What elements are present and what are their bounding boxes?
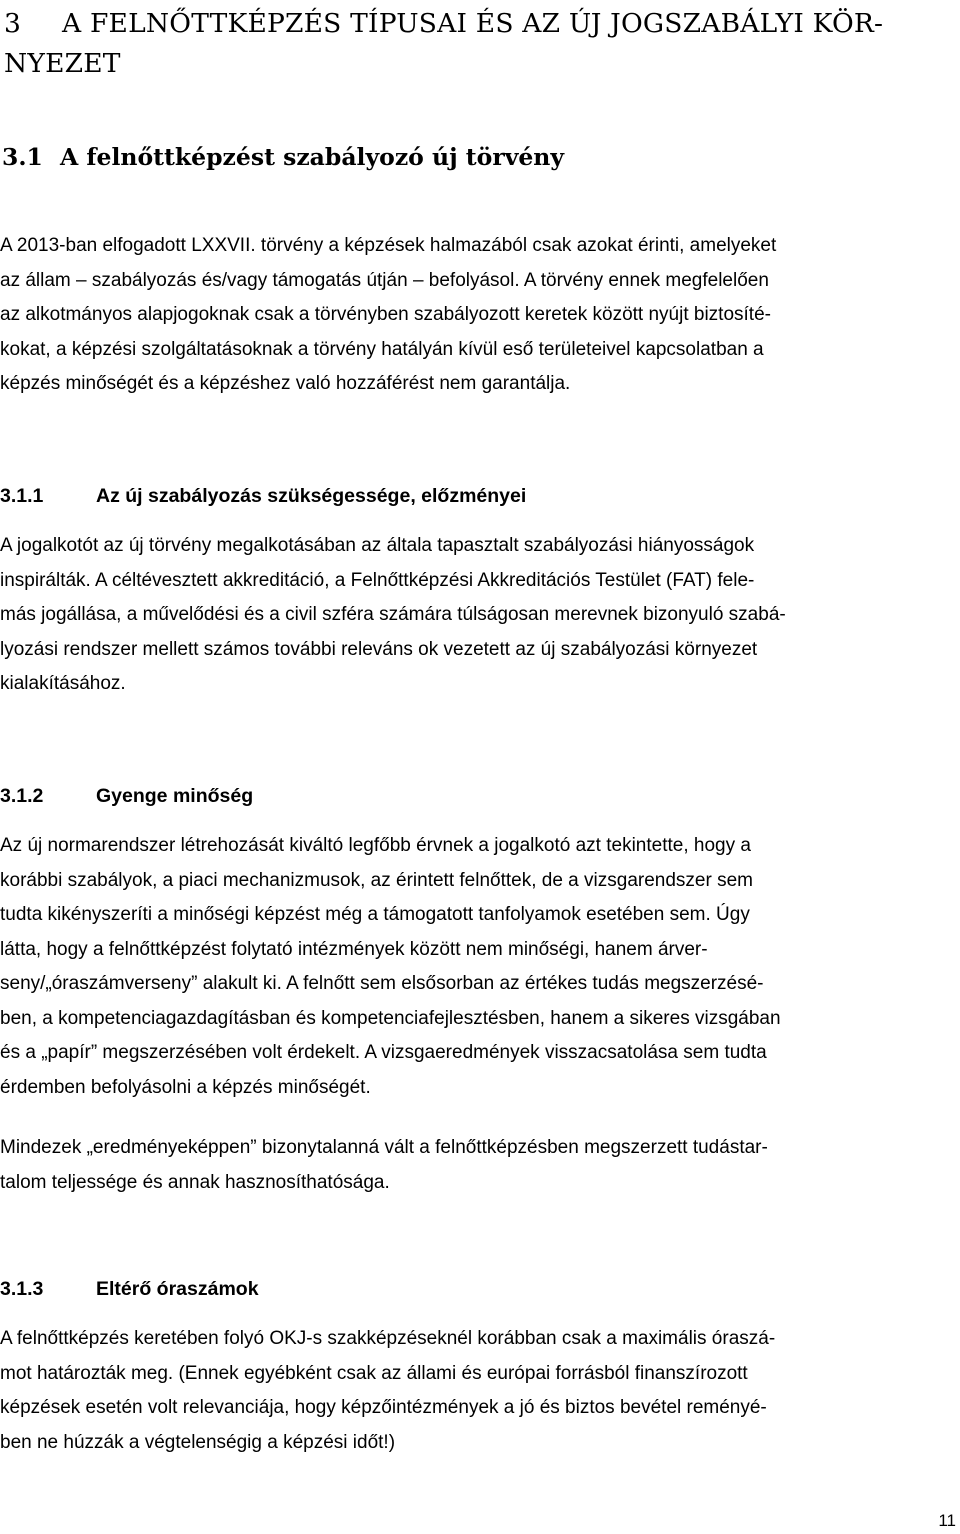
subsection-heading-3-1-3 — [0, 1274, 940, 1304]
section-number: 3.1 — [2, 143, 43, 171]
paragraph-line: korábbi szabályok, a piaci mechanizmusok, az érintett felnőttek, de a vizsgarendszer sem — [0, 869, 753, 891]
intro-paragraph — [0, 229, 960, 402]
chapter-title-part-1: A FELNŐTTKÉPZÉS TÍPUSAI ÉS AZ ÚJ JOGSZABÁLYI KÖR- — [62, 8, 884, 39]
paragraph-line: az állam – szabályozás és/vagy támogatás útján – befolyásol. A törvény ennek megfelelően — [0, 269, 769, 291]
paragraph-line: képzés minőségét és a képzéshez való hozzáférést nem garantálja. — [0, 373, 571, 394]
paragraph-line: lyozási rendszer mellett számos további releváns ok vezetett az új szabályozási környezet — [0, 638, 758, 660]
chapter-number: 3 — [4, 8, 22, 39]
chapter-title-part-2: NYEZET — [4, 48, 121, 79]
paragraph-line: talom teljessége és annak hasznosíthatósága. — [0, 1171, 390, 1193]
paragraph-line: mot határozták meg. (Ennek egyébként csak az állami és európai forrásból finanszírozott — [0, 1362, 748, 1384]
paragraph-line: kokat, a képzési szolgáltatásoknak a törvény hatályán kívül eső területeivel kapcsolatban a — [0, 338, 764, 360]
paragraph-3-1-1 — [0, 529, 960, 702]
paragraph-line: kialakításához. — [0, 673, 126, 694]
paragraph-line: A jogalkotót az új törvény megalkotásában az általa tapasztalt szabályozási hiányosságok — [0, 535, 755, 556]
paragraph-line: és a „papír” megszerzésében volt érdekelt. A vizsgaeredmények visszacsatolása sem tudta — [0, 1042, 767, 1063]
subsection-heading-3-1-2 — [0, 781, 940, 811]
paragraph-line: A 2013-ban elfogadott LXXVII. törvény a képzések halmazából csak azokat érinti, amelyeket — [0, 235, 777, 256]
section-title: A felnőttképzést szabályozó új törvény — [60, 143, 565, 171]
paragraph-line: tudta kikényszeríti a minőségi képzést még a támogatott tanfolyamok esetében sem. Úgy — [0, 904, 750, 925]
subsection-number: 3.1.1 — [0, 485, 44, 507]
subsection-number: 3.1.3 — [0, 1278, 44, 1300]
subsection-title: Eltérő óraszámok — [96, 1278, 259, 1300]
chapter-heading-line-1 — [4, 4, 956, 44]
paragraph-line: más jogállása, a művelődési és a civil szféra számára túlságosan merevnek bizonyuló szabá- — [0, 604, 786, 625]
page-number: 11 — [938, 1511, 956, 1530]
paragraph-line: ben ne húzzák a végtelenségig a képzési időt!) — [0, 1431, 396, 1453]
paragraph-line: Az új normarendszer létrehozását kiváltó legfőbb érvnek a jogalkotó azt tekintette, hogy a — [0, 835, 751, 856]
paragraph-line: seny/„óraszámverseny” alakult ki. A felnőtt sem elsősorban az értékes tudás megszerzésé- — [0, 973, 764, 994]
paragraph-line: Mindezek „eredményeképpen” bizonytalanná vált a felnőttképzésben megszerzett tudástar- — [0, 1137, 768, 1158]
paragraph-line: látta, hogy a felnőttképzést folytató intézmények között nem minőségi, hanem árver- — [0, 938, 708, 960]
chapter-heading — [4, 4, 956, 84]
paragraph-3-1-2-b — [0, 1131, 960, 1200]
subsection-title: Gyenge minőség — [96, 785, 254, 807]
subsection-heading-3-1-1 — [0, 481, 940, 511]
paragraph-line: A felnőttképzés keretében folyó OKJ-s szakképzéseknél korábban csak a maximális óraszá- — [0, 1328, 776, 1349]
subsection-title: Az új szabályozás szükségessége, előzményei — [96, 485, 527, 507]
paragraph-line: ben, a kompetenciagazdagításban és kompetenciafejlesztésben, hanem a sikeres vizsgában — [0, 1007, 781, 1029]
paragraph-line: az alkotmányos alapjogoknak csak a törvényben szabályozott keretek között nyújt biztosíté- — [0, 304, 771, 325]
section-heading — [2, 140, 952, 174]
paragraph-line: képzések esetén volt relevanciája, hogy képzőintézmények a jó és biztos bevétel reményé- — [0, 1397, 767, 1418]
paragraph-3-1-3 — [0, 1322, 960, 1460]
paragraph-line: inspirálták. A céltévesztett akkreditáció, a Felnőttképzési Akkreditációs Testület (FAT) fele- — [0, 569, 755, 591]
paragraph-3-1-2-a — [0, 829, 960, 1105]
paragraph-line: érdemben befolyásolni a képzés minőségét. — [0, 1076, 371, 1098]
subsection-number: 3.1.2 — [0, 785, 44, 807]
